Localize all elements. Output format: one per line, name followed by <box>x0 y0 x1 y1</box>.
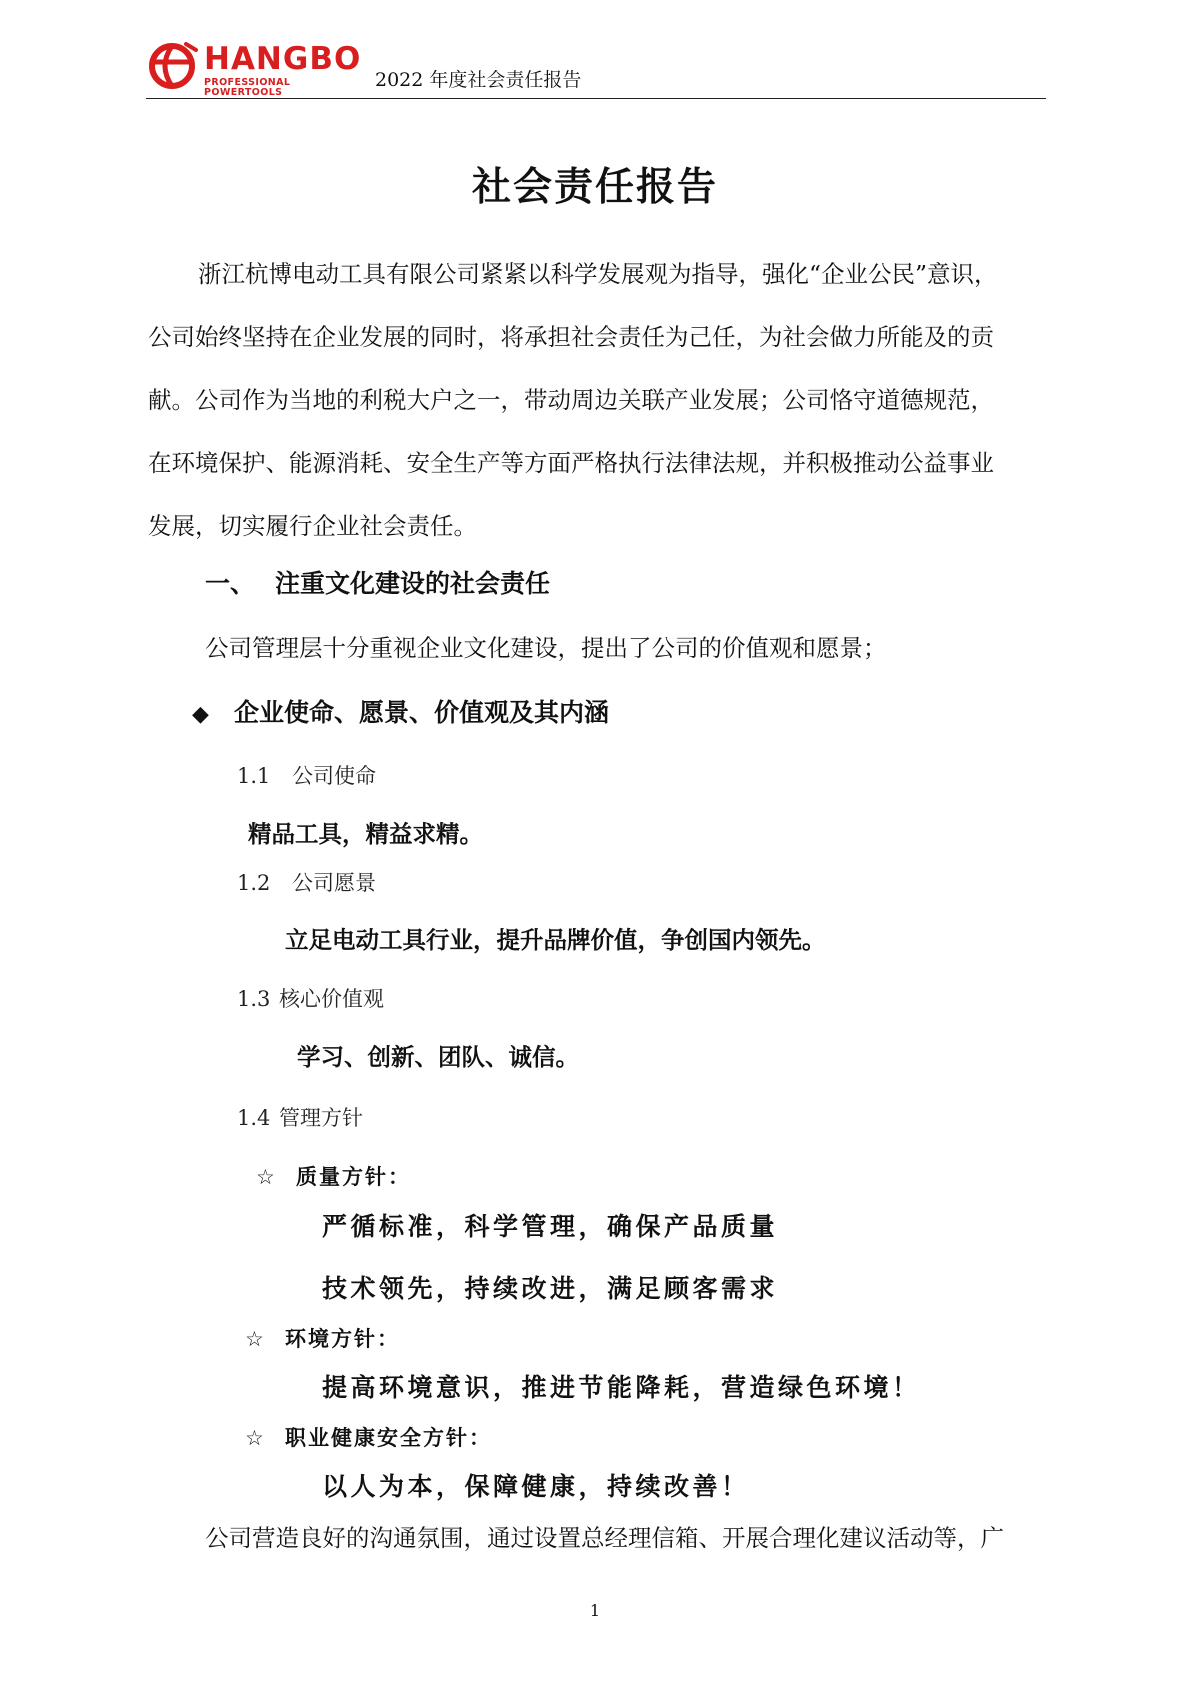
star-icon: ☆ <box>245 1426 264 1450</box>
ohs-policy-heading <box>245 1427 492 1449</box>
logo-tagline: PROFESSIONAL POWERTOOLS <box>204 77 291 98</box>
ohs-policy-line: 以人为本，保障健康，持续改善！ <box>322 1472 750 1501</box>
policy-heading-label: 职业健康安全方针： <box>285 1425 492 1450</box>
vision-statement: 立足电动工具行业，提升品牌价值，争创国内领先。 <box>285 926 826 954</box>
subsection-label: 公司愿景 <box>292 871 376 895</box>
diamond-bullet-icon: ◆ <box>192 701 209 727</box>
subsection-management-policy <box>237 1108 363 1129</box>
mission-block-heading <box>192 700 609 725</box>
section-intro: 公司管理层十分重视企业文化建设，提出了公司的价值观和愿景； <box>205 634 887 662</box>
subsection-label: 管理方针 <box>279 1106 363 1130</box>
mission-block-title: 企业使命、愿景、价值观及其内涵 <box>234 698 610 727</box>
subsection-number: 1.1 <box>237 764 271 788</box>
subsection-number: 1.3 <box>237 987 271 1011</box>
closing-paragraph-line: 公司营造良好的沟通氛围，通过设置总经理信箱、开展合理化建议活动等，广 <box>205 1524 1004 1552</box>
header-report-title: 2022 年度社会责任报告 <box>375 69 582 91</box>
star-icon: ☆ <box>256 1165 275 1189</box>
subsection-number: 1.2 <box>237 871 271 895</box>
paragraph-line: 在环境保护、能源消耗、安全生产等方面严格执行法律法规，并积极推动公益事业 <box>148 449 994 477</box>
logo-brand-name: HANGBO <box>204 41 362 77</box>
company-logo <box>146 40 362 98</box>
header-divider <box>146 98 1046 99</box>
subsection-label: 公司使命 <box>292 764 376 788</box>
mission-statement: 精品工具，精益求精。 <box>248 820 483 848</box>
section-title: 注重文化建设的社会责任 <box>275 569 551 598</box>
section-number: 一、 <box>205 569 256 598</box>
paragraph-line: 发展，切实履行企业社会责任。 <box>148 512 477 540</box>
intro-paragraph <box>148 243 1048 558</box>
subsection-mission <box>237 766 376 787</box>
environment-policy-line: 提高环境意识，推进节能降耗，营造绿色环境！ <box>322 1373 921 1402</box>
quality-policy-heading <box>256 1166 411 1188</box>
star-icon: ☆ <box>245 1327 264 1351</box>
policy-heading-label: 质量方针： <box>296 1164 411 1189</box>
subsection-vision <box>237 873 376 894</box>
paragraph-line: 公司始终坚持在企业发展的同时，将承担社会责任为己任，为社会做力所能及的贡 <box>148 323 994 351</box>
section-heading <box>205 571 550 596</box>
environment-policy-heading <box>245 1328 400 1350</box>
page-number: 1 <box>589 1601 601 1620</box>
subsection-label: 核心价值观 <box>279 987 384 1011</box>
subsection-values <box>237 989 384 1010</box>
policy-heading-label: 环境方针： <box>285 1326 400 1351</box>
quality-policy-line: 严循标准，科学管理，确保产品质量 <box>322 1212 779 1241</box>
subsection-number: 1.4 <box>237 1106 271 1130</box>
quality-policy-line: 技术领先，持续改进，满足顾客需求 <box>322 1274 779 1303</box>
logo-emblem-icon <box>146 40 202 92</box>
paragraph-line: 浙江杭博电动工具有限公司紧紧以科学发展观为指导，强化“企业公民”意识， <box>198 260 998 288</box>
document-title: 社会责任报告 <box>471 164 718 210</box>
values-statement: 学习、创新、团队、诚信。 <box>297 1043 579 1071</box>
paragraph-line: 献。公司作为当地的利税大户之一，带动周边关联产业发展；公司恪守道德规范， <box>148 386 994 414</box>
